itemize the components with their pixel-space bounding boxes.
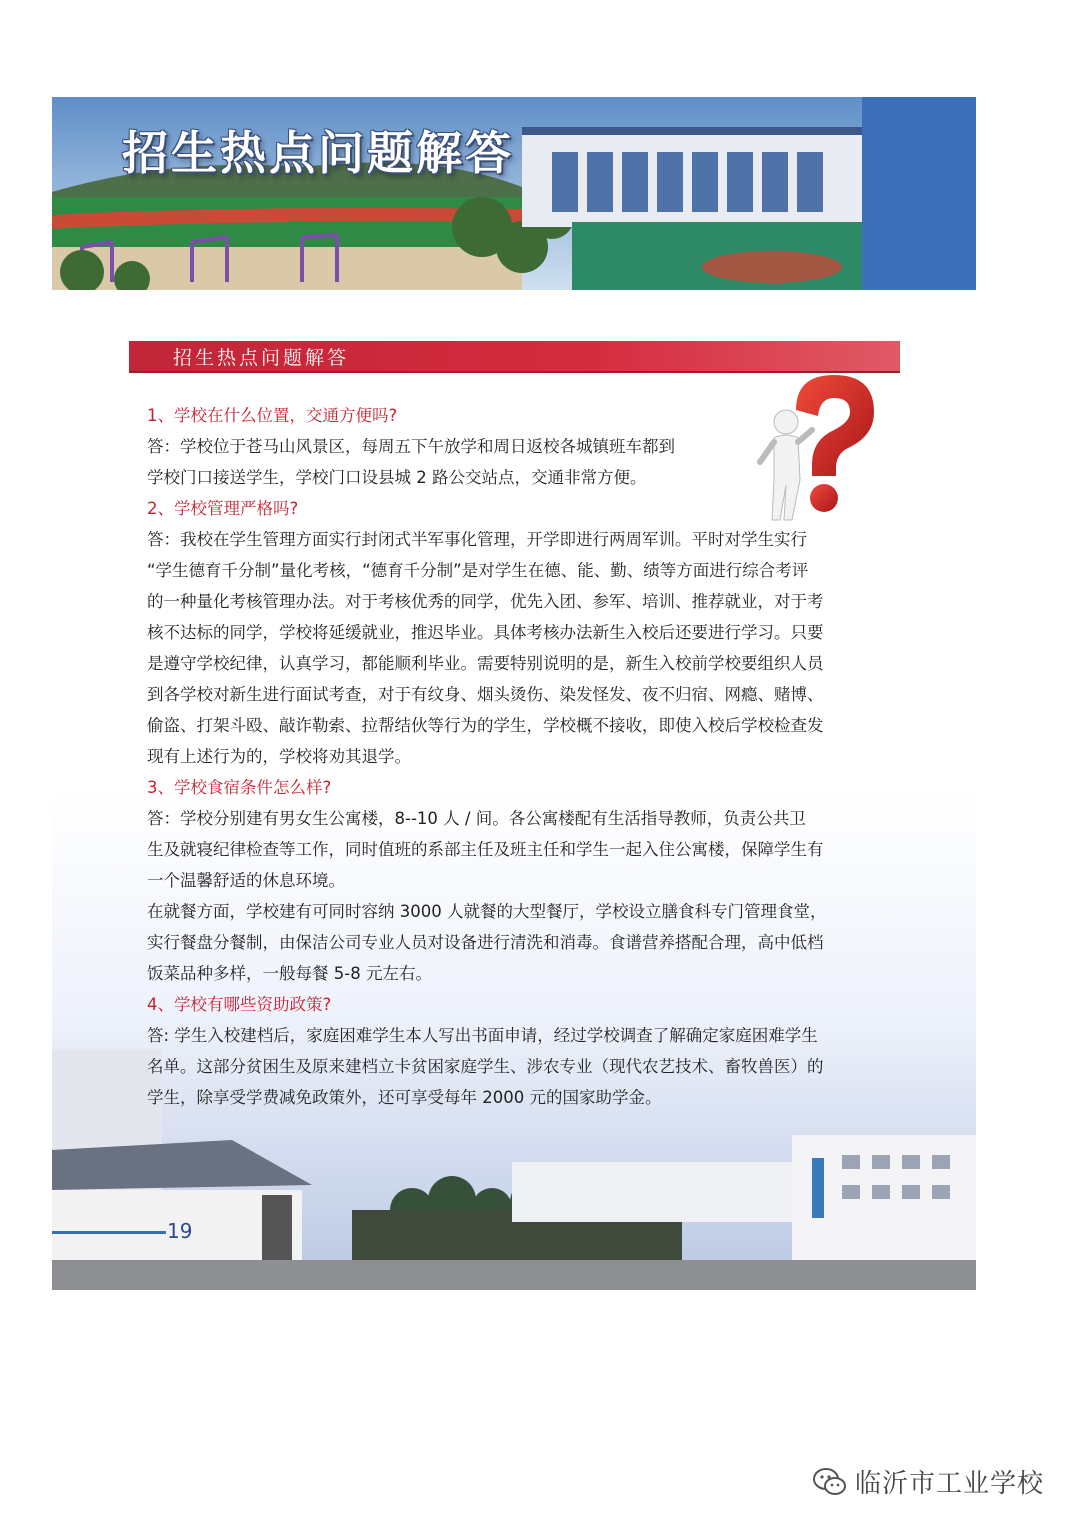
answer-line: 名单。这部分贫困生及原来建档立卡贫困家庭学生、涉农专业（现代农艺技术、畜牧兽医）的 [147, 1057, 824, 1076]
answer-line: “学生德育千分制”量化考核，“德育千分制”是对学生在德、能、勤、绩等方面进行综合考评 [147, 561, 809, 580]
section-title: 招生热点问题解答 [173, 347, 350, 369]
answer-line: 答: 学生入校建档后，家庭困难学生本人写出书面申请，经过学校调查了解确定家庭困难学生 [147, 1026, 818, 1045]
question-3: 3、学校食宿条件怎么样? [147, 778, 332, 797]
qa-item-3 [147, 772, 907, 989]
answer-line: 一个温馨舒适的休息环境。 [147, 871, 345, 890]
wechat-watermark [813, 1463, 1044, 1500]
answer-line: 学生，除享受学费减免政策外，还可享受每年 2000 元的国家助学金。 [147, 1088, 662, 1107]
answer-line: 的一种量化考核管理办法。对于考核优秀的同学，优先入团、参军、培训、推荐就业，对于考 [147, 592, 824, 611]
header-banner [52, 97, 976, 290]
question-4: 4、学校有哪些资助政策? [147, 995, 332, 1014]
page-number-rule [52, 1231, 166, 1234]
banner-title: 招生热点问题解答 [122, 126, 514, 180]
answer-line: 饭菜品种多样，一般每餐 5-8 元左右。 [147, 964, 432, 983]
qa-item-2 [147, 493, 907, 772]
answer-line: 生及就寝纪律检查等工作，同时值班的系部主任及班主任和学生一起入住公寓楼，保障学生有 [147, 840, 824, 859]
watermark-text: 临沂市工业学校 [854, 1469, 1044, 1499]
answer-line: 核不达标的同学，学校将延缓就业，推迟毕业。具体考核办法新生入校后还要进行学习。只要 [147, 623, 824, 642]
qa-item-4 [147, 989, 907, 1113]
qa-item-1 [147, 400, 907, 493]
qa-content [147, 400, 907, 1113]
answer-line: 学校门口接送学生，学校门口设县城 2 路公交站点，交通非常方便。 [147, 468, 647, 487]
answer-line: 答：学校位于苍马山风景区，每周五下午放学和周日返校各城镇班车都到 [147, 437, 675, 456]
answer-line: 是遵守学校纪律，认真学习，都能顺利毕业。需要特别说明的是，新生入校前学校要组织人员 [147, 654, 824, 673]
answer-line: 偷盗、打架斗殴、敲诈勒索、拉帮结伙等行为的学生，学校概不接收，即使入校后学校检查发 [147, 716, 824, 735]
answer-line: 到各学校对新生进行面试考查，对于有纹身、烟头烫伤、染发怪发、夜不归宿、网瘾、赌博、 [147, 685, 824, 704]
section-header-bar [129, 341, 900, 373]
question-2: 2、学校管理严格吗? [147, 499, 299, 518]
answer-line: 在就餐方面，学校建有可同时容纳 3000 人就餐的大型餐厅，学校设立膳食科专门管理食堂， [147, 902, 827, 921]
answer-line: 答：我校在学生管理方面实行封闭式半军事化管理，开学即进行两周军训。平时对学生实行 [147, 530, 807, 549]
answer-line: 现有上述行为的，学校将劝其退学。 [147, 747, 411, 766]
answer-line: 答：学校分别建有男女生公寓楼，8--10 人 / 间。各公寓楼配有生活指导教师，负责公共卫 [147, 809, 806, 828]
answer-line: 实行餐盘分餐制，由保洁公司专业人员对设备进行清洗和消毒。食谱营养搭配合理，高中低档 [147, 933, 824, 952]
page-number: 19 [167, 1219, 193, 1243]
wechat-icon [813, 1467, 847, 1497]
question-1: 1、学校在什么位置，交通方便吗? [147, 406, 398, 425]
